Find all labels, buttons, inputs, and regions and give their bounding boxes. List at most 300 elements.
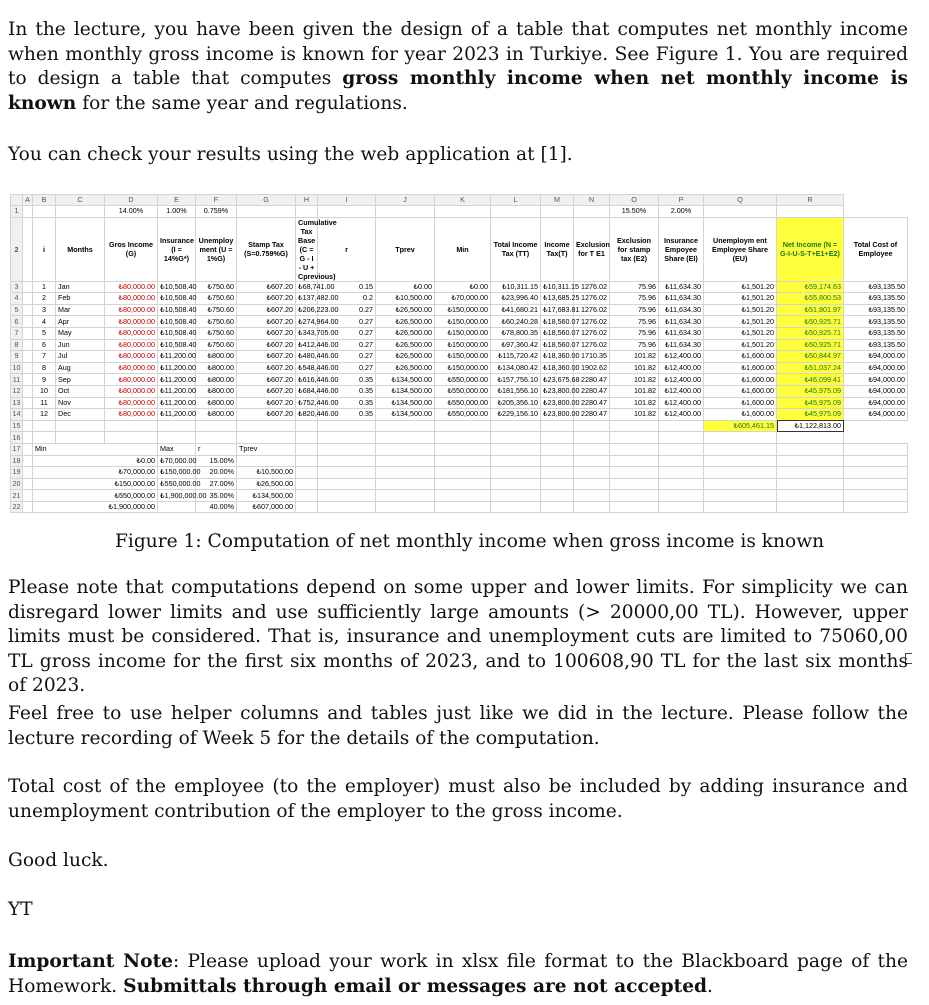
month-index[interactable]: 12 <box>33 409 56 421</box>
employee-insurance-cell[interactable]: ₺12,400.00 <box>659 374 704 386</box>
cell-empty[interactable] <box>23 443 33 455</box>
cell-empty[interactable] <box>196 420 237 432</box>
cell-empty[interactable] <box>296 432 318 444</box>
rate-cell[interactable]: 0.27 <box>318 316 376 328</box>
month-name[interactable]: Mar <box>56 304 105 316</box>
income-tax-cell[interactable]: ₺13,685.25 <box>541 293 574 305</box>
cell-empty[interactable] <box>33 420 56 432</box>
cell-a[interactable] <box>23 397 33 409</box>
cell-empty[interactable] <box>56 420 105 432</box>
column-header-O[interactable]: O <box>610 195 659 206</box>
min-cell[interactable]: ₺550,000.00 <box>435 397 491 409</box>
cumulative-base-cell[interactable]: ₺274,964.00 <box>296 316 318 328</box>
cumulative-base-cell[interactable]: ₺206,223.00 <box>296 304 318 316</box>
cell-empty[interactable] <box>574 490 610 502</box>
bracket-rate-cell[interactable]: 35.00% <box>196 490 237 502</box>
gross-income-cell[interactable]: ₺80,000.00 <box>105 397 158 409</box>
gross-income-cell[interactable]: ₺80,000.00 <box>105 374 158 386</box>
gross-income-cell[interactable]: ₺80,000.00 <box>105 327 158 339</box>
insurance-cell[interactable]: ₺10,508.40 <box>158 281 196 293</box>
tprev-cell[interactable]: ₺26,500.00 <box>376 316 435 328</box>
insurance-cell[interactable]: ₺11,200.00 <box>158 351 196 363</box>
cell-empty[interactable] <box>23 420 33 432</box>
min-cell[interactable]: ₺150,000.00 <box>435 304 491 316</box>
employee-unemployment-cell[interactable]: ₺1,600.00 <box>704 409 777 421</box>
exclusion-e2-cell[interactable]: 75.96 <box>610 281 659 293</box>
insurance-cell[interactable]: ₺11,200.00 <box>158 374 196 386</box>
cell-empty[interactable] <box>704 455 777 467</box>
employee-insurance-cell[interactable]: ₺12,400.00 <box>659 351 704 363</box>
bracket-tprev-cell[interactable]: ₺134,500.00 <box>237 490 296 502</box>
rate-cell[interactable]: 0.35 <box>318 397 376 409</box>
cell-empty[interactable] <box>574 455 610 467</box>
cell-empty[interactable] <box>196 432 237 444</box>
cell-empty[interactable] <box>659 432 704 444</box>
stamp-tax-cell[interactable]: ₺607.20 <box>237 327 296 339</box>
cell-empty[interactable] <box>610 432 659 444</box>
bracket-rate-cell[interactable]: 27.00% <box>196 478 237 490</box>
cell-empty[interactable] <box>296 501 318 513</box>
rate-cell[interactable]: 0.27 <box>318 351 376 363</box>
total-cost-cell[interactable]: ₺94,000.00 <box>844 351 908 363</box>
row-number[interactable]: 17 <box>12 444 21 454</box>
tprev-cell[interactable]: ₺26,500.00 <box>376 327 435 339</box>
cell-B1[interactable] <box>33 206 56 218</box>
cell-a[interactable] <box>23 385 33 397</box>
employee-unemployment-cell[interactable]: ₺1,600.00 <box>704 397 777 409</box>
cell-empty[interactable] <box>318 467 376 479</box>
exclusion-e2-cell[interactable]: 75.96 <box>610 293 659 305</box>
cumulative-base-cell[interactable]: ₺752,446.00 <box>296 397 318 409</box>
total-cost-cell[interactable]: ₺94,000.00 <box>844 385 908 397</box>
cell-empty[interactable] <box>318 501 376 513</box>
employee-unemployment-cell[interactable]: ₺1,600.00 <box>704 351 777 363</box>
cell-G1[interactable] <box>237 206 296 218</box>
cell-empty[interactable] <box>491 432 541 444</box>
cell-empty[interactable] <box>435 455 491 467</box>
cell-a[interactable] <box>23 409 33 421</box>
cell-empty[interactable] <box>659 443 704 455</box>
bracket-max-cell[interactable]: ₺70,000.00 <box>158 455 196 467</box>
gross-income-cell[interactable]: ₺80,000.00 <box>105 409 158 421</box>
header-G[interactable]: Cumulative Tax Base (C = G - I - U + Cprevious) <box>296 217 318 281</box>
min-cell[interactable]: ₺150,000.00 <box>435 327 491 339</box>
net-income-cell[interactable]: ₺45,975.09 <box>777 409 844 421</box>
cell-L1[interactable] <box>491 206 541 218</box>
min-cell[interactable]: ₺550,000.00 <box>435 374 491 386</box>
exclusion-e1-cell[interactable]: 2280.47 <box>574 374 610 386</box>
unemployment-cell[interactable]: ₺750.60 <box>196 339 237 351</box>
cumulative-base-cell[interactable]: ₺616,446.00 <box>296 374 318 386</box>
row-number[interactable]: 22 <box>12 502 21 512</box>
exclusion-e2-cell[interactable]: 101.82 <box>610 374 659 386</box>
cell-empty[interactable] <box>491 490 541 502</box>
income-tax-cell[interactable]: ₺23,800.00 <box>541 385 574 397</box>
month-index[interactable]: 2 <box>33 293 56 305</box>
cell-a[interactable] <box>23 281 33 293</box>
row-number[interactable]: 18 <box>12 455 21 465</box>
cell-H1[interactable] <box>296 206 318 218</box>
cell-empty[interactable] <box>610 467 659 479</box>
bracket-max-cell[interactable]: ₺550,000.00 <box>158 478 196 490</box>
cell-empty[interactable] <box>23 490 33 502</box>
bracket-header-r[interactable]: r <box>196 443 237 455</box>
cell-empty[interactable] <box>659 490 704 502</box>
rate-cell[interactable]: 0.27 <box>318 362 376 374</box>
column-header-Q[interactable]: Q <box>704 195 777 206</box>
employee-insurance-cell[interactable]: ₺12,400.00 <box>659 385 704 397</box>
employee-insurance-cell[interactable]: ₺12,400.00 <box>659 397 704 409</box>
employee-insurance-cell[interactable]: ₺12,400.00 <box>659 362 704 374</box>
exclusion-e1-cell[interactable]: 1276.02 <box>574 293 610 305</box>
employee-unemployment-cell[interactable]: ₺1,501.20 <box>704 293 777 305</box>
cell-R1[interactable] <box>777 206 844 218</box>
min-cell[interactable]: ₺70,000.00 <box>435 293 491 305</box>
exclusion-e2-cell[interactable]: 101.82 <box>610 385 659 397</box>
stamp-tax-cell[interactable]: ₺607.20 <box>237 362 296 374</box>
cell-N1[interactable] <box>574 206 610 218</box>
tprev-cell[interactable]: ₺134,500.00 <box>376 397 435 409</box>
cell-empty[interactable] <box>318 432 376 444</box>
bracket-tprev-cell[interactable]: ₺607,000.00 <box>237 501 296 513</box>
cell-I1[interactable] <box>318 206 376 218</box>
employee-unemployment-cell[interactable]: ₺1,600.00 <box>704 362 777 374</box>
header-P[interactable]: Unemploym ent Employee Share (EU) <box>704 217 777 281</box>
gross-income-cell[interactable]: ₺80,000.00 <box>105 351 158 363</box>
cell-empty[interactable] <box>435 478 491 490</box>
cell-empty[interactable] <box>704 501 777 513</box>
cell-empty[interactable] <box>435 490 491 502</box>
cell-O1[interactable]: 15.50% <box>610 206 659 218</box>
total-cost-cell[interactable]: ₺93,135.50 <box>844 316 908 328</box>
employee-unemployment-cell[interactable]: ₺1,600.00 <box>704 385 777 397</box>
month-name[interactable]: Jun <box>56 339 105 351</box>
cell-a[interactable] <box>23 327 33 339</box>
insurance-cell[interactable]: ₺10,508.40 <box>158 304 196 316</box>
total-cost-cell[interactable]: ₺93,135.50 <box>844 281 908 293</box>
rate-cell[interactable]: 0.35 <box>318 385 376 397</box>
cell-empty[interactable] <box>777 443 844 455</box>
bracket-min-cell[interactable]: ₺150,000.00 <box>33 478 158 490</box>
row-number[interactable]: 21 <box>12 490 21 500</box>
min-cell[interactable]: ₺150,000.00 <box>435 362 491 374</box>
rate-cell[interactable]: 0.27 <box>318 327 376 339</box>
exclusion-e2-cell[interactable]: 75.96 <box>610 316 659 328</box>
bracket-header-min[interactable]: Min <box>33 443 158 455</box>
cell-empty[interactable] <box>777 467 844 479</box>
cell-C1[interactable] <box>56 206 105 218</box>
cell-empty[interactable] <box>574 420 610 432</box>
cell-empty[interactable] <box>777 490 844 502</box>
cell-E1[interactable]: 1.00% <box>158 206 196 218</box>
header-J[interactable]: Min <box>435 217 491 281</box>
total-tax-cell[interactable]: ₺10,311.15 <box>491 281 541 293</box>
cell-empty[interactable] <box>376 501 435 513</box>
cell-empty[interactable] <box>158 432 196 444</box>
cell-empty[interactable] <box>23 455 33 467</box>
net-income-cell[interactable]: ₺46,099.41 <box>777 374 844 386</box>
income-tax-cell[interactable]: ₺23,800.00 <box>541 397 574 409</box>
income-tax-cell[interactable]: ₺17,683.81 <box>541 304 574 316</box>
cell-A2[interactable] <box>23 217 33 281</box>
month-index[interactable]: 8 <box>33 362 56 374</box>
cell-M1[interactable] <box>541 206 574 218</box>
cell-empty[interactable] <box>491 478 541 490</box>
row-number[interactable]: 12 <box>12 386 21 396</box>
cell-a[interactable] <box>23 374 33 386</box>
tprev-cell[interactable]: ₺134,500.00 <box>376 385 435 397</box>
exclusion-e2-cell[interactable]: 101.82 <box>610 409 659 421</box>
stamp-tax-cell[interactable]: ₺607.20 <box>237 397 296 409</box>
employee-insurance-cell[interactable]: ₺11,634.30 <box>659 316 704 328</box>
cell-empty[interactable] <box>376 443 435 455</box>
cell-empty[interactable] <box>237 432 296 444</box>
rate-cell[interactable]: 0.27 <box>318 304 376 316</box>
cumulative-base-cell[interactable]: ₺684,446.00 <box>296 385 318 397</box>
cell-empty[interactable] <box>574 501 610 513</box>
insurance-cell[interactable]: ₺10,508.40 <box>158 316 196 328</box>
header-months[interactable]: Months <box>56 217 105 281</box>
gross-income-cell[interactable]: ₺80,000.00 <box>105 316 158 328</box>
bracket-rate-cell[interactable]: 15.00% <box>196 455 237 467</box>
row-number[interactable]: 6 <box>11 316 23 328</box>
total-tax-cell[interactable]: ₺97,360.42 <box>491 339 541 351</box>
month-name[interactable]: Aug <box>56 362 105 374</box>
insurance-cell[interactable]: ₺11,200.00 <box>158 362 196 374</box>
cell-empty[interactable] <box>376 420 435 432</box>
cell-empty[interactable] <box>435 432 491 444</box>
row-number[interactable]: 7 <box>11 327 23 339</box>
net-income-cell[interactable]: ₺45,975.09 <box>777 385 844 397</box>
bracket-max-cell[interactable]: ₺1,900,000.00 <box>158 490 196 502</box>
cell-a[interactable] <box>23 339 33 351</box>
exclusion-e1-cell[interactable]: 1710.35 <box>574 351 610 363</box>
month-index[interactable]: 3 <box>33 304 56 316</box>
employee-unemployment-cell[interactable]: ₺1,501.20 <box>704 316 777 328</box>
tprev-cell[interactable]: ₺0.00 <box>376 281 435 293</box>
employee-unemployment-cell[interactable]: ₺1,501.20 <box>704 327 777 339</box>
unemployment-cell[interactable]: ₺750.60 <box>196 327 237 339</box>
cell-empty[interactable] <box>296 490 318 502</box>
insurance-cell[interactable]: ₺11,200.00 <box>158 409 196 421</box>
total-tax-cell[interactable]: ₺41,680.21 <box>491 304 541 316</box>
cell-empty[interactable] <box>844 478 908 490</box>
bracket-tprev-cell[interactable]: ₺26,500.00 <box>237 478 296 490</box>
month-index[interactable]: 10 <box>33 385 56 397</box>
month-index[interactable]: 7 <box>33 351 56 363</box>
income-tax-cell[interactable]: ₺23,675.68 <box>541 374 574 386</box>
exclusion-e1-cell[interactable]: 2280.47 <box>574 409 610 421</box>
bracket-rate-cell[interactable]: 40.00% <box>196 501 237 513</box>
row-number[interactable]: 20 <box>12 478 21 488</box>
header-L[interactable]: Income Tax(T) <box>541 217 574 281</box>
cell-D1[interactable]: 14.00% <box>105 206 158 218</box>
min-cell[interactable]: ₺150,000.00 <box>435 316 491 328</box>
cell-a[interactable] <box>23 304 33 316</box>
net-income-cell[interactable]: ₺51,037.24 <box>777 362 844 374</box>
net-income-cell[interactable]: ₺50,925.71 <box>777 327 844 339</box>
cell-empty[interactable] <box>296 478 318 490</box>
exclusion-e1-cell[interactable]: 1276.02 <box>574 316 610 328</box>
exclusion-e1-cell[interactable]: 1902.62 <box>574 362 610 374</box>
cell-empty[interactable] <box>56 432 105 444</box>
net-income-cell[interactable]: ₺50,844.97 <box>777 351 844 363</box>
column-header-D[interactable]: D <box>105 195 158 206</box>
gross-income-cell[interactable]: ₺80,000.00 <box>105 339 158 351</box>
cell-empty[interactable] <box>491 420 541 432</box>
cell-empty[interactable] <box>491 443 541 455</box>
cell-a[interactable] <box>23 362 33 374</box>
cell-empty[interactable] <box>844 501 908 513</box>
row-number[interactable]: 11 <box>11 374 23 386</box>
cell-empty[interactable] <box>376 467 435 479</box>
cell-empty[interactable] <box>610 420 659 432</box>
cell-empty[interactable] <box>376 432 435 444</box>
cell-empty[interactable] <box>237 420 296 432</box>
month-name[interactable]: May <box>56 327 105 339</box>
unemployment-cell[interactable]: ₺750.60 <box>196 316 237 328</box>
unemployment-cell[interactable]: ₺800.00 <box>196 362 237 374</box>
cell-Q1[interactable] <box>704 206 777 218</box>
employee-insurance-cell[interactable]: ₺11,634.30 <box>659 281 704 293</box>
header-H[interactable]: r <box>318 217 376 281</box>
month-index[interactable]: 11 <box>33 397 56 409</box>
row-number[interactable]: 19 <box>12 467 21 477</box>
unemployment-cell[interactable]: ₺750.60 <box>196 293 237 305</box>
cell-empty[interactable] <box>541 420 574 432</box>
stamp-tax-cell[interactable]: ₺607.20 <box>237 339 296 351</box>
cell-empty[interactable] <box>105 420 158 432</box>
insurance-cell[interactable]: ₺10,508.40 <box>158 327 196 339</box>
cell-empty[interactable] <box>610 443 659 455</box>
header-E[interactable]: Unemploy ment (U = 1%G) <box>196 217 237 281</box>
cell-empty[interactable] <box>541 455 574 467</box>
cell-empty[interactable] <box>318 455 376 467</box>
cell-empty[interactable] <box>491 467 541 479</box>
income-tax-cell[interactable]: ₺18,360.00 <box>541 351 574 363</box>
month-name[interactable]: Apr <box>56 316 105 328</box>
insurance-cell[interactable]: ₺10,508.40 <box>158 339 196 351</box>
bracket-max-cell[interactable] <box>158 501 196 513</box>
income-tax-cell[interactable]: ₺18,560.07 <box>541 339 574 351</box>
cell-empty[interactable] <box>574 443 610 455</box>
exclusion-e1-cell[interactable]: 1276.02 <box>574 339 610 351</box>
column-header-G[interactable]: G <box>237 195 296 206</box>
month-index[interactable]: 6 <box>33 339 56 351</box>
cumulative-base-cell[interactable]: ₺68,741.00 <box>296 281 318 293</box>
cell-empty[interactable] <box>296 420 318 432</box>
cell-empty[interactable] <box>610 490 659 502</box>
cell-empty[interactable] <box>541 478 574 490</box>
cell-K1[interactable] <box>435 206 491 218</box>
employee-insurance-cell[interactable]: ₺11,634.30 <box>659 339 704 351</box>
total-tax-cell[interactable]: ₺115,720.42 <box>491 351 541 363</box>
income-tax-cell[interactable]: ₺10,311.15 <box>541 281 574 293</box>
min-cell[interactable]: ₺550,000.00 <box>435 409 491 421</box>
cumulative-base-cell[interactable]: ₺820,446.00 <box>296 409 318 421</box>
cell-empty[interactable] <box>541 467 574 479</box>
cell-empty[interactable] <box>541 501 574 513</box>
tprev-cell[interactable]: ₺26,500.00 <box>376 351 435 363</box>
header-C[interactable]: Gros Income (G) <box>105 217 158 281</box>
cell-empty[interactable] <box>296 455 318 467</box>
insurance-cell[interactable]: ₺11,200.00 <box>158 397 196 409</box>
cell-empty[interactable] <box>491 501 541 513</box>
income-tax-cell[interactable]: ₺23,800.00 <box>541 409 574 421</box>
cell-empty[interactable] <box>704 490 777 502</box>
cell-empty[interactable] <box>318 478 376 490</box>
cell-J1[interactable] <box>376 206 435 218</box>
header-F[interactable]: Stamp Tax (S=0.759%G) <box>237 217 296 281</box>
header-i[interactable]: i <box>33 217 56 281</box>
cell-empty[interactable] <box>659 420 704 432</box>
total-tax-cell[interactable]: ₺205,356.10 <box>491 397 541 409</box>
cell-empty[interactable] <box>105 432 158 444</box>
tprev-cell[interactable]: ₺26,500.00 <box>376 339 435 351</box>
cell-empty[interactable] <box>296 467 318 479</box>
employee-insurance-cell[interactable]: ₺11,634.30 <box>659 293 704 305</box>
column-header-C[interactable]: C <box>56 195 105 206</box>
unemployment-cell[interactable]: ₺800.00 <box>196 385 237 397</box>
cell-a[interactable] <box>23 293 33 305</box>
rate-cell[interactable]: 0.35 <box>318 374 376 386</box>
total-tax-cell[interactable]: ₺181,556.10 <box>491 385 541 397</box>
net-income-cell[interactable]: ₺59,174.63 <box>777 281 844 293</box>
exclusion-e2-cell[interactable]: 75.96 <box>610 339 659 351</box>
cell-empty[interactable] <box>541 432 574 444</box>
employee-insurance-cell[interactable]: ₺11,634.30 <box>659 327 704 339</box>
cumulative-base-cell[interactable]: ₺137,482.00 <box>296 293 318 305</box>
total-cost-cell[interactable]: ₺94,000.00 <box>844 409 908 421</box>
bracket-header-max[interactable]: Max <box>158 443 196 455</box>
tprev-cell[interactable]: ₺134,500.00 <box>376 374 435 386</box>
cell-a[interactable] <box>23 316 33 328</box>
cell-F1[interactable]: 0.759% <box>196 206 237 218</box>
cell-empty[interactable] <box>23 467 33 479</box>
row-number[interactable]: 4 <box>11 293 23 305</box>
exclusion-e2-cell[interactable]: 101.82 <box>610 397 659 409</box>
bracket-header-tprev[interactable]: Tprev <box>237 443 296 455</box>
cell-empty[interactable] <box>704 432 777 444</box>
cell-empty[interactable] <box>33 432 56 444</box>
income-tax-cell[interactable]: ₺18,360.00 <box>541 362 574 374</box>
cumulative-base-cell[interactable]: ₺548,446.00 <box>296 362 318 374</box>
total-cost-cell[interactable]: ₺94,000.00 <box>844 397 908 409</box>
total-tax-cell[interactable]: ₺134,080.42 <box>491 362 541 374</box>
cell-empty[interactable] <box>491 455 541 467</box>
month-name[interactable]: Jul <box>56 351 105 363</box>
column-header-B[interactable]: B <box>33 195 56 206</box>
income-tax-cell[interactable]: ₺18,560.07 <box>541 327 574 339</box>
bracket-min-cell[interactable]: ₺550,000.00 <box>33 490 158 502</box>
net-income-cell[interactable]: ₺45,975.09 <box>777 397 844 409</box>
unemployment-cell[interactable]: ₺750.60 <box>196 281 237 293</box>
cell-P1[interactable]: 2.00% <box>659 206 704 218</box>
cumulative-base-cell[interactable]: ₺480,446.00 <box>296 351 318 363</box>
total-cost-cell[interactable]: ₺93,135.50 <box>844 304 908 316</box>
min-cell[interactable]: ₺150,000.00 <box>435 351 491 363</box>
tprev-cell[interactable]: ₺26,500.00 <box>376 362 435 374</box>
unemployment-cell[interactable]: ₺800.00 <box>196 397 237 409</box>
row-number[interactable]: 16 <box>12 432 21 442</box>
exclusion-e1-cell[interactable]: 2280.47 <box>574 385 610 397</box>
row-number[interactable]: 2 <box>11 217 23 281</box>
rate-cell[interactable]: 0.27 <box>318 339 376 351</box>
net-income-cell[interactable]: ₺50,925.71 <box>777 339 844 351</box>
min-cell[interactable]: ₺150,000.00 <box>435 339 491 351</box>
cell-empty[interactable] <box>704 467 777 479</box>
cell-empty[interactable] <box>610 478 659 490</box>
